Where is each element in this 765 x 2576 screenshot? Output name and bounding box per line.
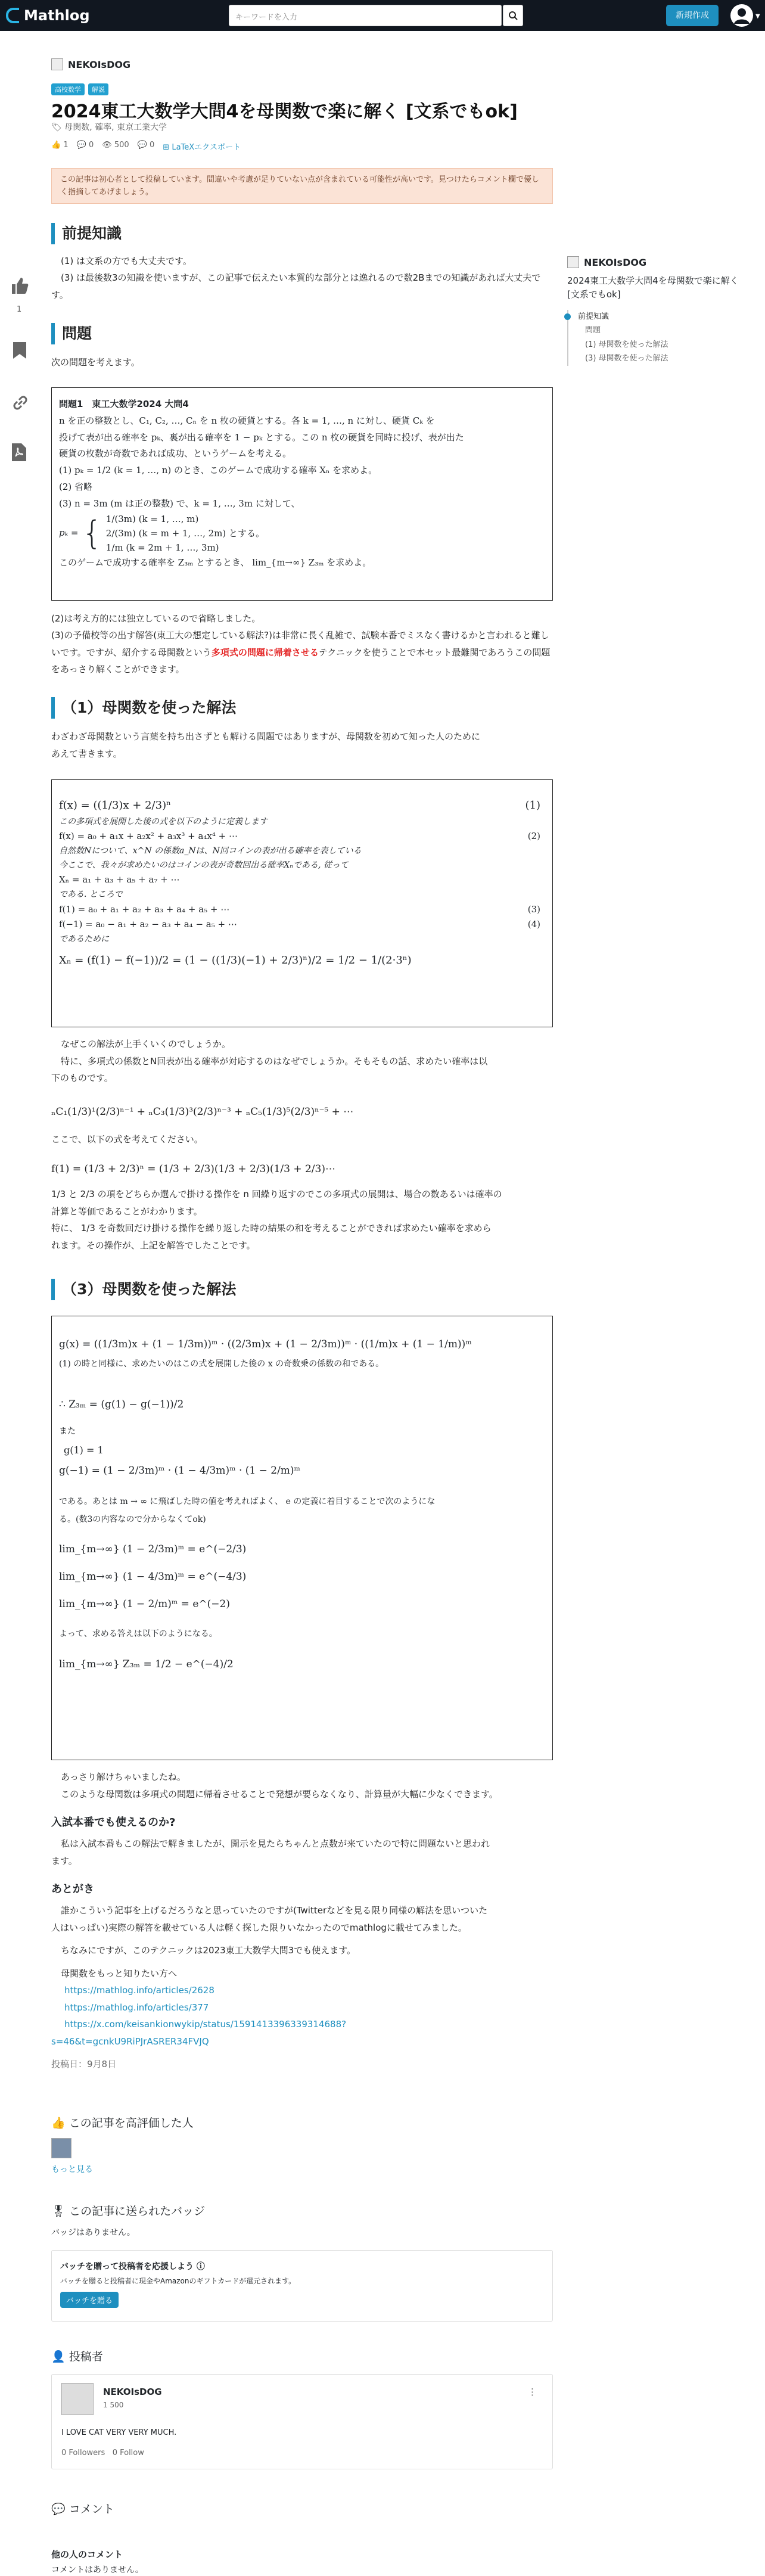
comments-heading: 💬 コメント — [51, 2503, 114, 2516]
limit: lim_{m→∞} (1 − 2/3m)ᵐ = e^(−2/3) — [59, 1543, 247, 1556]
no-comments-text: コメントはありません。 — [51, 2565, 144, 2575]
comment: であるために — [59, 934, 109, 944]
badges-heading: 🎖 この記事に送られたバッジ — [51, 2205, 206, 2218]
equation: f(x) = ((1/3)x + 2/3)ⁿ (1) — [59, 799, 540, 812]
reference-link-3-cont[interactable]: s=46&t=gcnkU9RiPJrASRER34FVJQ — [51, 2036, 209, 2047]
equation: g(−1) = (1 − 2/3m)ᵐ · (1 − 4/3m)ᵐ · (1 − 2/m)ᵐ — [59, 1464, 300, 1477]
problem-line: n を正の整数とし、C₁, C₂, …, Cₙ を n 枚の硬貨とする。各 k = 1, …, n に対し、硬貨 Cₖ を — [59, 415, 435, 426]
beginner-notice: この記事は初心者として投稿しています。間違いや考慮が足りていない点が含まれている可能性が高いです。見つけたらコメント欄で優しく指摘してあげましょう。 — [51, 168, 553, 204]
topic-tags[interactable]: 🏷 母関数, 確率, 東京工業大学 — [51, 123, 167, 132]
comment: である。あとは m → ∞ に飛ばした時の値を考えればよく、 e の定義に着目することで次のようにな — [59, 1497, 436, 1507]
help-icon[interactable]: ⓘ — [196, 2262, 205, 2272]
solution-1-text-3: 1/3 と 2/3 の項をどちらか選んで掛ける操作を n 回繰り返すのでこの多項式の展開は、場合の数あるいは確率の 計算と等価であることがわかります。 特に、 1/3 を奇数回だけ掛ける操作を繰り返した時の結果の和を考えることができれば求めたい確率を求めら れます。その操作が、上記を解答でしたことです。 — [51, 1189, 502, 1251]
author-avatar — [51, 58, 63, 70]
final-answer: lim_{m→∞} Z₃ₘ = 1/2 − e^(−4)/2 — [59, 1658, 234, 1670]
tag-high-school-math[interactable]: 高校数学 — [51, 83, 85, 95]
solution-1-intro: わざわざ母関数という言葉を持ち出さずとも解ける問題ではありますが、母関数を初めて知った人のために あえて書きます。 — [51, 731, 481, 759]
logo-icon — [6, 8, 19, 23]
user-icon — [730, 4, 753, 27]
bookmark-icon[interactable] — [11, 341, 29, 365]
solution-1-text-2: ここで、以下の式を考えてください。 — [51, 1134, 203, 1145]
tag-icon: 🏷 — [51, 123, 65, 132]
category-tags — [51, 83, 108, 95]
poster-bio: I LOVE CAT VERY VERY MUCH. — [61, 2428, 177, 2437]
see-more-link[interactable]: もっと見る — [51, 2165, 93, 2174]
user-icon: 👤 — [51, 2350, 66, 2363]
author-name[interactable]: NEKOIsDOG — [68, 58, 131, 70]
equation: f(−1) = a₀ − a₁ + a₂ − a₃ + a₄ − a₅ + ⋯ (4) — [59, 919, 540, 930]
afterword-heading: あとがき — [51, 1883, 94, 1896]
like-icon[interactable] — [10, 275, 30, 300]
search-input[interactable]: キーワードを入力 — [229, 5, 502, 26]
equation: ∴ Z₃ₘ = (g(1) − g(−1))/2 — [59, 1399, 184, 1411]
reference-link-1[interactable]: https://mathlog.info/articles/2628 — [64, 1985, 214, 1996]
send-badge-button[interactable]: バッチを贈る — [60, 2292, 119, 2308]
prereq-line-2: (3) は最後数3の知識を使いますが、この記事で伝えたい本質的な部分とは逸れるので数2Bまでの知識があれば大丈夫です。 — [51, 272, 541, 300]
solution-3-box — [51, 1316, 553, 1760]
poster-avatar[interactable] — [61, 2383, 94, 2415]
like-count: 1 — [17, 305, 22, 314]
problem-box-title: 問題1 東工大数学2024 大問4 — [59, 399, 189, 409]
view-stat: 👁 500 — [102, 141, 129, 150]
comment-stat: 💬 0 — [76, 141, 94, 150]
badge-card-title: バッチを贈って投稿者を応援しよう ⓘ — [60, 2262, 205, 2272]
top-navbar — [0, 0, 765, 31]
problem-line: 投げて表が出る確率を pₖ、裏が出る確率を 1 − pₖ とする。この n 枚の硬貨を同時に投げ、表が出た — [59, 431, 464, 443]
equation: f(x) = a₀ + a₁x + a₂x² + a₃x³ + a₄x⁴ + ⋯ (2) — [59, 831, 540, 842]
poster-stats: 1 500 — [103, 2401, 124, 2409]
comment: (1) の時と同様に、求めたいのはこの式を展開した後の x の奇数乗の係数の和である。 — [59, 1359, 384, 1369]
equation: g(1) = 1 — [64, 1444, 104, 1456]
chevron-down-icon[interactable]: ▼ — [755, 13, 760, 20]
author-row[interactable] — [51, 58, 130, 70]
no-badges-text: バッジはありません。 — [51, 2228, 135, 2238]
bookmark-stat: 💬 0 — [137, 141, 155, 150]
article-stats — [51, 141, 241, 152]
liker-avatar[interactable] — [51, 2138, 71, 2158]
comment: また — [59, 1426, 76, 1436]
piecewise-definition — [59, 512, 545, 555]
problem-line: このゲームで成功する確率を Z₃ₘ とするとき、 lim_{m→∞} Z₃ₘ を求めよ。 — [59, 557, 372, 568]
liked-by-heading: 👍 この記事を高評価した人 — [51, 2117, 194, 2130]
problem-note-1: (2)は考え方的には独立しているので省略しました。 — [51, 613, 261, 624]
search-button[interactable] — [503, 5, 523, 26]
toc-item-problem[interactable]: 問題 — [585, 326, 601, 335]
toc-item-prereq[interactable]: 前提知識 — [578, 310, 668, 324]
like-icon: 👍 — [51, 2117, 66, 2130]
comment: 今ここで、我々が求めたいのはコインの表が奇数回出る確率Xₙである, 従って — [59, 860, 349, 870]
problem-line: (1) pₖ = 1/2 (k = 1, …, n) のとき、このゲームで成功する確率 Xₙ を求めよ。 — [59, 465, 378, 476]
user-avatar-button[interactable] — [730, 4, 753, 27]
product-expansion: f(1) = (1/3 + 2/3)ⁿ = (1/3 + 2/3)(1/3 + 2/3)(1/3 + 2/3)⋯ — [51, 1163, 335, 1175]
posted-date: 投稿日：9月8日 — [51, 2059, 117, 2069]
brace: { — [82, 514, 102, 552]
search-icon — [503, 5, 523, 26]
problem-intro: 次の問題を考えます。 — [51, 357, 140, 368]
toc-author[interactable]: NEKOIsDOG — [567, 256, 646, 268]
problem-box — [51, 387, 553, 601]
poster-heading: 👤 投稿者 — [51, 2350, 103, 2363]
comment: よって、求める答えは以下のようになる。 — [59, 1629, 217, 1639]
binomial-sum: ₙC₁(1/3)¹(2/3)ⁿ⁻¹ + ₙC₃(1/3)³(2/3)ⁿ⁻³ + ₙC₅(1/3)⁵(2/3)ⁿ⁻⁵ + ⋯ — [51, 1106, 354, 1118]
poster-follow-stats[interactable]: 0 Followers 0 Follow — [61, 2448, 144, 2457]
comment: この多項式を展開した後の式を以下のように定義します — [59, 816, 268, 826]
problem-line: 硬貨の枚数が奇数であれば成功、というゲームを考える。 — [59, 448, 292, 459]
pk-symbol: pₖ = — [59, 527, 79, 539]
equation: g(x) = ((1/3m)x + (1 − 1/3m))ᵐ · ((2/3m)x + (1 − 2/3m))ᵐ · ((1/m)x + (1 − 1/m))ᵐ — [59, 1338, 472, 1350]
badge-icon: 🎖 — [51, 2205, 66, 2218]
solution-3-text: あっさり解けちゃいましたね。 このような母関数は多項式の問題に帰着させることで発想が要らなくなり、計算量が大幅に少なくできます。 — [61, 1772, 498, 1800]
equation: f(1) = a₀ + a₁ + a₂ + a₃ + a₄ + a₅ + ⋯ (3) — [59, 903, 540, 915]
comment: 自然数Nについて、x^N の係数a_Nは、N回コインの表が出る確率を表している — [59, 846, 362, 856]
reference-link-3[interactable]: https://x.com/keisankionwykip/status/1591413396339314688? — [64, 2019, 347, 2030]
equation: Xₙ = a₁ + a₃ + a₅ + a₇ + ⋯ — [59, 874, 180, 885]
latex-export-link[interactable]: ⊞ LaTeXエクスポート — [163, 143, 241, 152]
pdf-icon[interactable] — [11, 442, 27, 467]
limit: lim_{m→∞} (1 − 2/m)ᵐ = e^(−2) — [59, 1598, 230, 1610]
comment-icon: 💬 — [51, 2503, 66, 2516]
exam-heading: 入試本番でも使えるのか? — [51, 1816, 176, 1829]
article-title: 2024東工大数学大問4を母関数で楽に解く [文系でもok] — [51, 101, 518, 122]
piecewise-cases: 1/(3m) (k = 1, …, m) 2/(3m) (k = m + 1, …, 2m) とする。 1/m (k = 2m + 1, …, 3m) — [105, 514, 265, 554]
section-heading-solution-3: （3）母関数を使った解法 — [51, 1279, 236, 1300]
section-heading-solution-1: （1）母関数を使った解法 — [51, 697, 236, 719]
other-comments-heading: 他の人のコメント — [51, 2549, 123, 2560]
prereq-line-1: (1) は文系の方でも大丈夫です。 — [61, 256, 192, 266]
poster-name[interactable]: NEKOIsDOG — [103, 2387, 162, 2397]
toc-item-solution-1[interactable]: (1) 母関数を使った解法 — [585, 340, 668, 349]
toc-author-avatar — [567, 256, 579, 268]
solution-1-text: なぜこの解法が上手くいくのでしょうか。 特に、多項式の係数とN回表が出る確率が対応するのはなぜでしょうか。そもそもの話、求めたい確率は以 下のものです。 — [51, 1039, 488, 1083]
limit: lim_{m→∞} (1 − 4/3m)ᵐ = e^(−4/3) — [59, 1570, 247, 1583]
like-stat: 👍 1 — [51, 141, 69, 150]
toc-article-title: 2024東工大数学大問4を母関数で楽に解く [文系でもok] — [567, 275, 739, 300]
problem-line: (2) 省略 — [59, 481, 93, 492]
comment: る。(数3の内容なので分からなくてok) — [59, 1514, 206, 1524]
badge-card — [51, 2250, 553, 2322]
reference-link-2[interactable]: https://mathlog.info/articles/377 — [64, 2002, 209, 2013]
problem-line: (3) n = 3m (m は正の整数) で、k = 1, …, 3m に対して、 — [59, 498, 300, 509]
section-heading-problem: 問題 — [51, 323, 92, 344]
tag-explanation[interactable]: 解説 — [88, 83, 108, 95]
more-options-icon[interactable]: ⋮ — [528, 2387, 537, 2397]
poster-card — [51, 2374, 553, 2469]
comment: である. ところで — [59, 889, 123, 899]
table-of-contents — [567, 310, 668, 366]
link-icon[interactable] — [11, 393, 30, 417]
afterword-text: 誰かこういう記事を上げるだろうなと思っていたのですが(Twitterなどを見る限り同様の解法を思いついた 人はいっぱい)実際の解答を載せている人は軽く探した限りいなかったのでmathlogに載せてみました。 ちなみにですが、このテクニックは2023東工大数学大問3でも使えます。 母関数をもっと知りたい方へ https://mathlog.info/articles/2628 https://mathlog.info/articles/377 https://x.com/keisankionwykip/status/1591413396339314688? s=46&t=gcnkU9RiPJrASRER34FVJQ 投稿日：9月8日 — [51, 1902, 553, 2073]
mathlog-logo[interactable]: Mathlog — [6, 7, 90, 24]
solution-1-box — [51, 779, 553, 1027]
problem-note-2: (3)の予備校等の出す解答(東工大の想定している解法?)は非常に長く乱雑で、試験本番でミスなく書けるかと言われると難しいです。ですが、紹介する母関数という多項式の問題に帰着させるテクニックを使うことで本セット最難関であろうこの問題をあっさり解くことができます。 — [51, 630, 551, 675]
equation-result: Xₙ = (f(1) − f(−1))/2 = (1 − ((1/3)(−1) + 2/3)ⁿ)/2 = 1/2 − 1/(2·3ⁿ) — [59, 953, 412, 967]
exam-text: 私は入試本番もこの解法で解きましたが、開示を見たらちゃんと点数が来ていたので特に問題ないと思われ ます。 — [51, 1838, 490, 1866]
new-article-button[interactable]: 新規作成 — [666, 5, 719, 26]
badge-card-text: バッチを贈ると投稿者に現金やAmazonのギフトカードが還元されます。 — [60, 2277, 296, 2285]
toc-item-solution-3[interactable]: (3) 母関数を使った解法 — [585, 354, 668, 363]
section-heading-prereq: 前提知識 — [51, 223, 122, 244]
